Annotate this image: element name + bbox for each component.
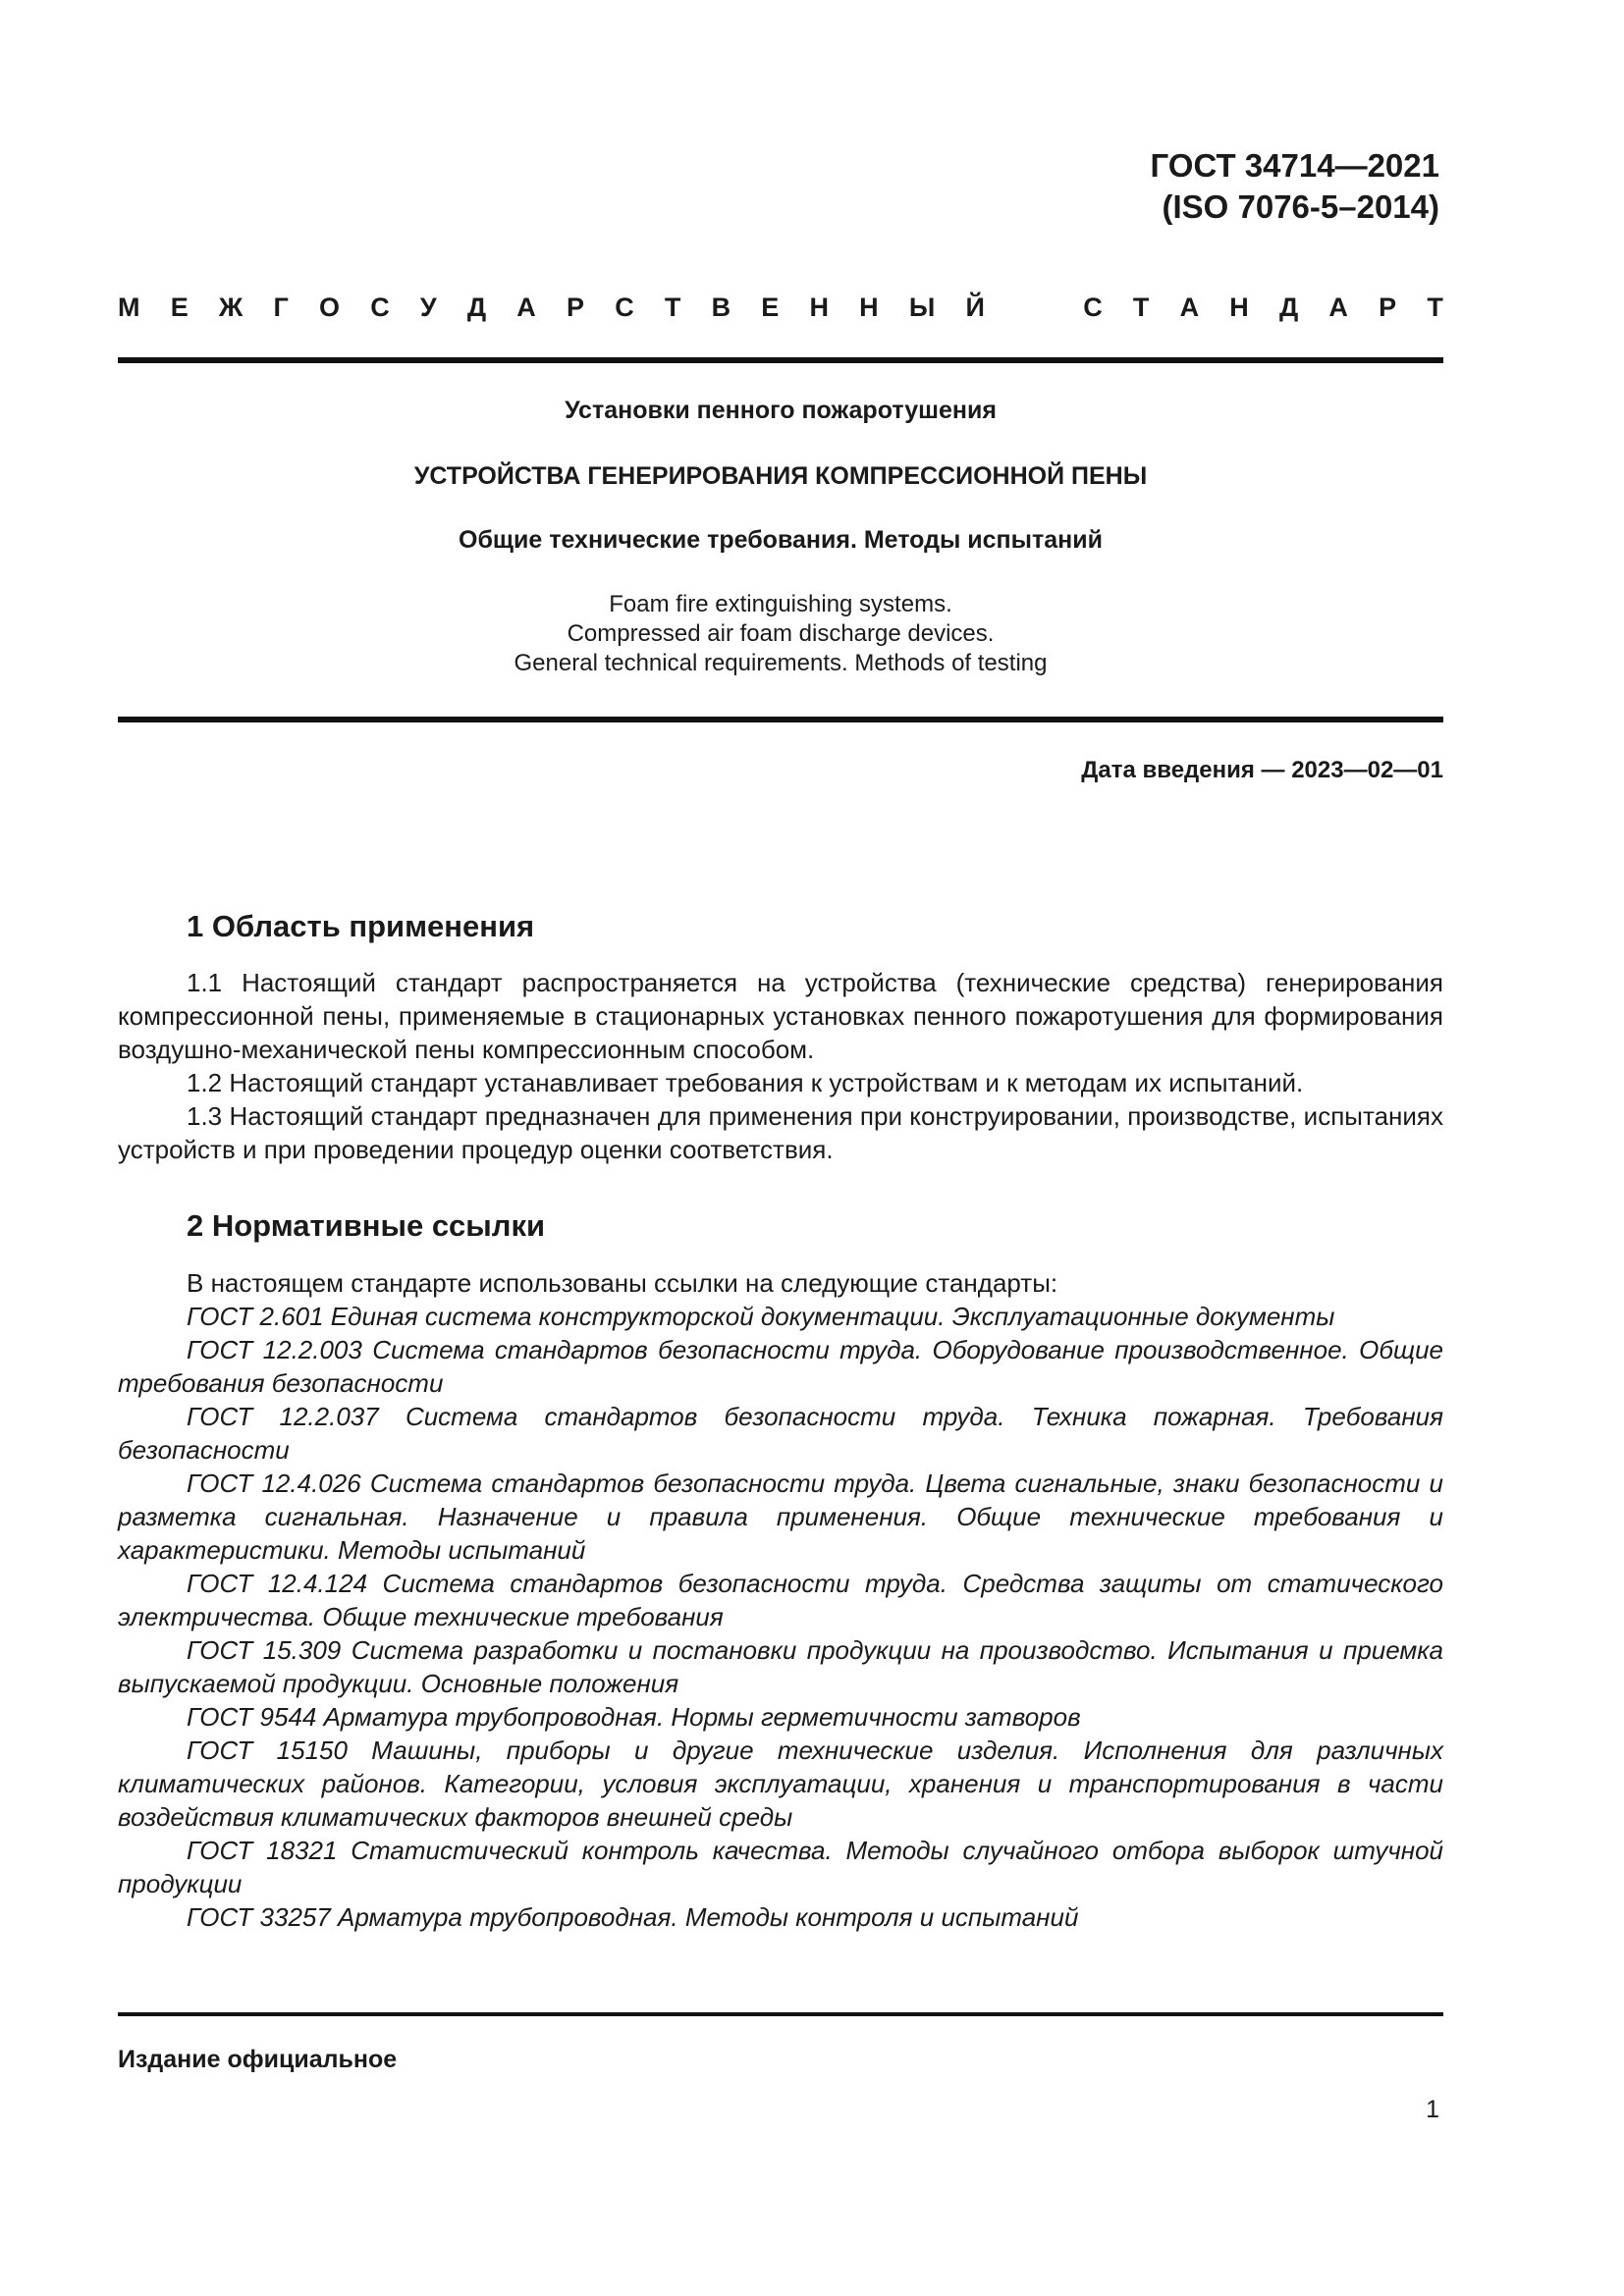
reference-item: ГОСТ 18321 Статистический контроль качества. Методы случайного отбора выборок штучной продукции — [118, 1836, 1443, 1898]
english-title — [118, 590, 1443, 678]
reference-item: ГОСТ 12.2.037 Система стандартов безопасности труда. Техника пожарная. Требования безопасности — [118, 1402, 1443, 1465]
english-title-line: Foam fire extinguishing systems. — [609, 591, 952, 617]
official-edition-label: Издание официальное — [118, 2046, 398, 2073]
heading-letter: Й — [965, 293, 985, 322]
heading-letter: А — [516, 293, 536, 322]
heading-letter: Д — [1278, 293, 1299, 322]
interstate-standard-heading — [118, 293, 1443, 323]
heading-letter: Г — [273, 293, 289, 322]
heading-letter: Т — [1132, 293, 1150, 322]
page-number: 1 — [1426, 2096, 1439, 2123]
heading-letter: Н — [859, 293, 879, 322]
word-gap — [1015, 293, 1053, 323]
standard-main-title: УСТРОЙСТВА ГЕНЕРИРОВАНИЯ КОМПРЕССИОННОЙ ПЕНЫ — [413, 462, 1148, 490]
reference-item: ГОСТ 33257 Арматура трубопроводная. Методы контроля и испытаний — [187, 1902, 1079, 1932]
heading-letter: Е — [170, 293, 189, 322]
section-1-body — [118, 966, 1443, 1166]
heading-letter: Р — [1379, 293, 1397, 322]
paragraph: 1.1 Настоящий стандарт распространяется на устройства (технические средства) генерирования компрессионной пены, применяемые в стационарных установках пенного пожаротушения для формирования воздушно-механической пены компрессионным способом. — [118, 968, 1443, 1064]
paragraph: 1.3 Настоящий стандарт предназначен для применения при конструировании, производстве, испытаниях устройств и при проведении процедур оценки соответствия. — [118, 1101, 1443, 1164]
heading-letter: Т — [664, 293, 681, 322]
gost-designation — [1151, 145, 1439, 228]
reference-item: ГОСТ 12.2.003 Система стандартов безопасности труда. Оборудование производственное. Общие требования безопасности — [118, 1335, 1443, 1398]
title-rule — [118, 717, 1443, 722]
section-2-body — [118, 1266, 1443, 1934]
heading-letter: У — [419, 293, 437, 322]
heading-letter: Н — [1229, 293, 1249, 322]
heading-letter: В — [711, 293, 731, 322]
heading-letter: С — [370, 293, 390, 322]
heading-letter: Т — [1427, 293, 1443, 322]
reference-item: ГОСТ 2.601 Единая система конструкторской документации. Эксплуатационные документы — [187, 1302, 1335, 1331]
heading-letter: А — [1328, 293, 1348, 322]
heading-letter: С — [615, 293, 634, 322]
header-rule — [118, 357, 1443, 363]
heading-letter: С — [1083, 293, 1103, 322]
heading-letter: Ы — [908, 293, 936, 322]
english-title-line: General technical requirements. Methods of testing — [514, 650, 1048, 676]
introduction-date: Дата введения — 2023—02—01 — [1081, 757, 1443, 783]
iso-reference: (ISO 7076-5–2014) — [1162, 188, 1439, 225]
heading-letter: О — [318, 293, 340, 322]
reference-item: ГОСТ 15150 Машины, приборы и другие технические изделия. Исполнения для различных климатических районов. Категории, условия эксплуатации, хранения и транспортирования в части воздействия климатических факторов внешней среды — [118, 1735, 1443, 1832]
heading-letter: А — [1179, 293, 1200, 322]
reference-item: ГОСТ 12.4.124 Система стандартов безопасности труда. Средства защиты от статического электричества. Общие технические требования — [118, 1569, 1443, 1631]
english-title-line: Compressed air foam discharge devices. — [567, 620, 995, 647]
footer-rule — [118, 2012, 1443, 2016]
paragraph: В настоящем стандарте использованы ссылки на следующие стандарты: — [187, 1268, 1058, 1298]
reference-item: ГОСТ 15.309 Система разработки и постановки продукции на производство. Испытания и приемка выпускаемой продукции. Основные положения — [118, 1635, 1443, 1698]
reference-item: ГОСТ 12.4.026 Система стандартов безопасности труда. Цвета сигнальные, знаки безопасности и разметка сигнальная. Назначение и правила применения. Общие технические требования и характеристики. Методы испытаний — [118, 1468, 1443, 1565]
heading-letter: М — [118, 293, 140, 322]
standard-group-title: Установки пенного пожаротушения — [565, 397, 997, 424]
heading-letter: Д — [466, 293, 487, 322]
paragraph: 1.2 Настоящий стандарт устанавливает требования к устройствам и к методам их испытаний. — [187, 1068, 1304, 1097]
heading-letter: Е — [761, 293, 780, 322]
heading-letter: Ж — [218, 293, 244, 322]
section-2-title: 2 Нормативные ссылки — [187, 1208, 546, 1243]
gost-number: ГОСТ 34714—2021 — [1150, 147, 1439, 184]
heading-letter: Н — [809, 293, 829, 322]
section-1-title: 1 Область применения — [187, 909, 535, 943]
standard-subtitle: Общие технические требования. Методы испытаний — [459, 526, 1103, 554]
heading-letter: Р — [566, 293, 584, 322]
reference-item: ГОСТ 9544 Арматура трубопроводная. Нормы герметичности затворов — [187, 1702, 1081, 1732]
